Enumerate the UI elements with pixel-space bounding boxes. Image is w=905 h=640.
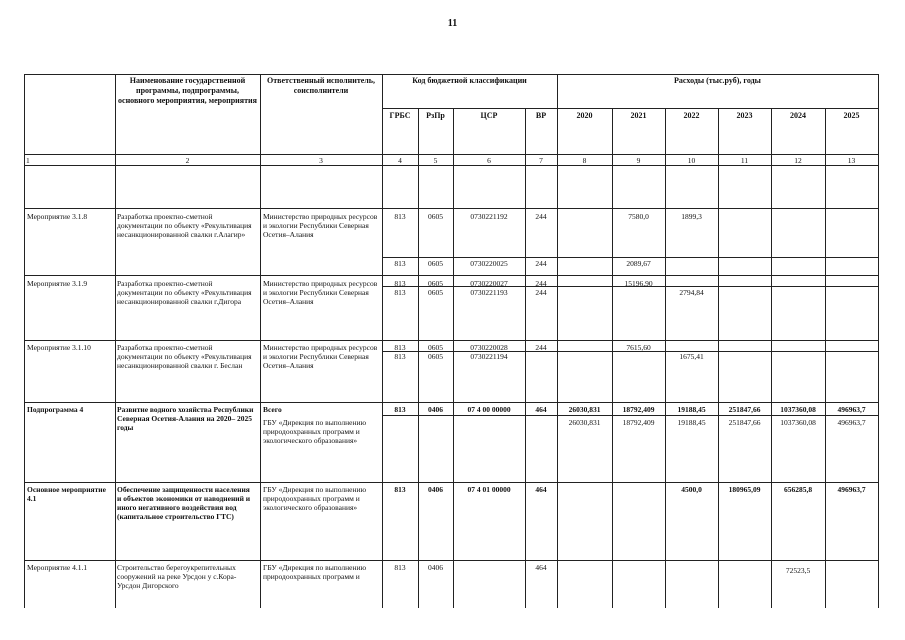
row-0-line-0-vr: 244 bbox=[535, 212, 547, 221]
row-2-line-0-2021: 7615,60 bbox=[626, 343, 651, 352]
header-year-2023: 2023 bbox=[736, 111, 753, 120]
header-code-1: РзПр bbox=[426, 111, 445, 120]
row-5-vr: 464 bbox=[535, 563, 547, 572]
column-number-4: 4 bbox=[398, 156, 402, 165]
row-4-rzpr: 0406 bbox=[428, 485, 443, 494]
row-4-grbs: 813 bbox=[394, 485, 406, 494]
row-4-2024: 656285,8 bbox=[783, 485, 813, 494]
row-1-line-0-grbs: 813 bbox=[394, 279, 406, 288]
row-5-name: Строительство берегоукрепительных сооружений на реке Урсдон у с.Кора-Урсдон Дигорского bbox=[117, 563, 237, 590]
header-year-2020: 2020 bbox=[576, 111, 593, 120]
row-3-name: Развитие водного хозяйства Республики Северная Осетия-Алания на 2020– 2025 годы bbox=[117, 405, 254, 432]
row-0-line-0-csr: 0730221192 bbox=[470, 212, 508, 221]
row-0-line-0-2021: 7580,0 bbox=[628, 212, 649, 221]
row-5-grbs: 813 bbox=[394, 563, 406, 572]
row-2-id: Мероприятие 3.1.10 bbox=[27, 343, 91, 352]
row-0-line-0-2022: 1899,3 bbox=[681, 212, 702, 221]
row-3-total-2024: 1037360,08 bbox=[780, 405, 816, 414]
table-rule bbox=[24, 74, 25, 608]
table-rule bbox=[557, 74, 558, 608]
row-0-line-0-grbs: 813 bbox=[394, 212, 406, 221]
row-3-sub-2024: 1037360,08 bbox=[780, 418, 816, 427]
row-1-line-1-csr: 0730221193 bbox=[470, 288, 508, 297]
row-0-line-1-rzpr: 0605 bbox=[428, 259, 443, 268]
row-1-responsible: Министерство природных ресурсов и экологии Республики Северная Осетия–Алания bbox=[263, 279, 378, 306]
row-3-total-label: Всего bbox=[263, 405, 282, 414]
table-rule bbox=[24, 208, 879, 209]
row-4-2023: 180965,09 bbox=[728, 485, 761, 494]
row-0-name: Разработка проектно-сметной документации по объекту «Рекультивация несанкционированной свалки г.Алагир» bbox=[117, 212, 252, 239]
table-rule bbox=[260, 74, 261, 608]
column-number-6: 6 bbox=[487, 156, 491, 165]
row-4-2022: 4500,0 bbox=[681, 485, 702, 494]
row-3-csr: 07 4 00 00000 bbox=[467, 405, 511, 414]
column-number-2: 2 bbox=[185, 156, 190, 165]
row-3-sub-2022: 19188,45 bbox=[677, 418, 706, 427]
row-0-line-1-2021: 2089,67 bbox=[626, 259, 651, 268]
column-number-10: 10 bbox=[687, 156, 696, 165]
table-rule bbox=[24, 74, 879, 75]
table-rule bbox=[825, 108, 826, 608]
table-rule bbox=[525, 108, 526, 608]
table-rule bbox=[612, 108, 613, 608]
header-name: Наименование государственной программы, подпрограммы, основного мероприятия, мероприятия bbox=[118, 76, 257, 105]
row-1-id: Мероприятие 3.1.9 bbox=[27, 279, 88, 288]
column-number-1: 1 bbox=[26, 156, 30, 165]
row-2-line-1-2022: 1675,41 bbox=[679, 352, 704, 361]
row-0-id: Мероприятие 3.1.8 bbox=[27, 212, 88, 221]
row-1-line-0-vr: 244 bbox=[535, 279, 547, 288]
column-number-3: 3 bbox=[319, 156, 323, 165]
row-2-line-0-csr: 0730220028 bbox=[470, 343, 508, 352]
header-code-2: ЦСР bbox=[480, 111, 498, 120]
row-5-id: Мероприятие 4.1.1 bbox=[27, 563, 88, 572]
header-expenses: Расходы (тыс.руб), годы bbox=[674, 76, 761, 85]
row-1-line-0-2021: 15196,90 bbox=[624, 279, 653, 288]
row-5-rzpr: 0406 bbox=[428, 563, 443, 572]
column-number-8: 8 bbox=[582, 156, 587, 165]
row-3-total-2021: 18792,409 bbox=[622, 405, 655, 414]
header-code-3: ВР bbox=[535, 111, 547, 120]
row-2-line-1-grbs: 813 bbox=[394, 352, 406, 361]
header-year-2024: 2024 bbox=[790, 111, 806, 120]
row-2-line-0-vr: 244 bbox=[535, 343, 547, 352]
row-1-line-1-vr: 244 bbox=[535, 288, 547, 297]
row-2-line-1-rzpr: 0605 bbox=[428, 352, 443, 361]
row-0-line-1-vr: 244 bbox=[535, 259, 547, 268]
row-0-line-1-csr: 0730220025 bbox=[470, 259, 508, 268]
row-1-line-1-2022: 2794,84 bbox=[679, 288, 704, 297]
row-4-responsible: ГБУ «Дирекция по выполнению природоохранных программ и экологического образования» bbox=[263, 485, 367, 512]
row-3-vr: 464 bbox=[535, 405, 547, 414]
row-3-total-2020: 26030,831 bbox=[568, 405, 601, 414]
header-year-2025: 2025 bbox=[843, 111, 860, 120]
row-3-responsible: ГБУ «Дирекция по выполнению природоохранных программ и экологического образования» bbox=[263, 418, 367, 445]
row-3-sub-2020: 26030,831 bbox=[568, 418, 601, 427]
table-rule bbox=[24, 154, 879, 155]
header-code-0: ГРБС bbox=[389, 111, 411, 120]
column-number-9: 9 bbox=[636, 156, 641, 165]
table-rule bbox=[718, 108, 719, 608]
table-rule bbox=[382, 415, 879, 416]
row-2-name: Разработка проектно-сметной документации по объекту «Рекультивация несанкционированной свалки г. Беслан bbox=[117, 343, 252, 370]
row-0-line-0-rzpr: 0605 bbox=[428, 212, 443, 221]
table-rule bbox=[115, 74, 116, 608]
header-budget-code: Код бюджетной классификации bbox=[412, 76, 527, 85]
column-number-11: 11 bbox=[740, 156, 749, 165]
row-3-rzpr: 0406 bbox=[428, 405, 443, 414]
row-3-total-2025: 496963,7 bbox=[837, 405, 866, 414]
row-4-2025: 496963,7 bbox=[837, 485, 866, 494]
row-5-responsible: ГБУ «Дирекция по выполнению природоохранных программ и bbox=[263, 563, 367, 581]
column-number-12: 12 bbox=[794, 156, 802, 165]
table-rule bbox=[24, 402, 879, 403]
table-rule bbox=[382, 74, 383, 608]
table-rule bbox=[878, 74, 879, 608]
row-2-responsible: Министерство природных ресурсов и экологии Республики Северная Осетия–Алания bbox=[263, 343, 378, 370]
row-1-line-0-csr: 0730220027 bbox=[470, 279, 508, 288]
header-year-2021: 2021 bbox=[630, 111, 647, 120]
row-3-grbs: 813 bbox=[394, 405, 406, 414]
row-3-sub-2021: 18792,409 bbox=[622, 418, 655, 427]
row-2-line-1-csr: 0730221194 bbox=[470, 352, 508, 361]
table-rule bbox=[24, 165, 879, 166]
row-1-line-0-rzpr: 0605 bbox=[428, 279, 443, 288]
column-number-5: 5 bbox=[433, 156, 438, 165]
row-1-line-1-grbs: 813 bbox=[394, 288, 406, 297]
table-rule bbox=[24, 560, 879, 561]
row-1-name: Разработка проектно-сметной документации по объекту «Рекультивация несанкционированной свалки г.Дигора bbox=[117, 279, 252, 306]
row-4-csr: 07 4 01 00000 bbox=[467, 485, 511, 494]
row-3-total-2022: 19188,45 bbox=[677, 405, 706, 414]
header-year-2022: 2022 bbox=[683, 111, 700, 120]
table-rule bbox=[382, 257, 879, 258]
row-4-vr: 464 bbox=[535, 485, 547, 494]
row-2-line-0-grbs: 813 bbox=[394, 343, 406, 352]
page-number: 11 bbox=[447, 18, 458, 29]
row-1-line-1-rzpr: 0605 bbox=[428, 288, 443, 297]
row-0-responsible: Министерство природных ресурсов и экологии Республики Северная Осетия–Алания bbox=[263, 212, 378, 239]
row-3-id: Подпрограмма 4 bbox=[27, 405, 84, 414]
row-5-2024: 72523,5 bbox=[785, 566, 811, 575]
table-rule bbox=[24, 340, 879, 341]
row-2-line-0-rzpr: 0605 bbox=[428, 343, 443, 352]
column-number-7: 7 bbox=[539, 156, 543, 165]
row-3-total-2023: 251847,66 bbox=[728, 405, 761, 414]
column-number-13: 13 bbox=[847, 156, 856, 165]
header-responsible: Ответственный исполнитель, соисполнители bbox=[266, 76, 376, 95]
table-rule bbox=[24, 482, 879, 483]
table-rule bbox=[771, 108, 772, 608]
row-0-line-1-grbs: 813 bbox=[394, 259, 406, 268]
row-3-sub-2025: 496963,7 bbox=[837, 418, 866, 427]
row-3-sub-2023: 251847,66 bbox=[728, 418, 761, 427]
row-4-id: Основное мероприятие 4.1 bbox=[27, 485, 106, 503]
table-rule bbox=[382, 108, 879, 109]
row-4-name: Обеспечение защищенности населения и объектов экономики от наводнений и иного негативного воздействия вод (капитальное строительство ГТС) bbox=[117, 485, 251, 521]
table-rule bbox=[24, 275, 879, 276]
